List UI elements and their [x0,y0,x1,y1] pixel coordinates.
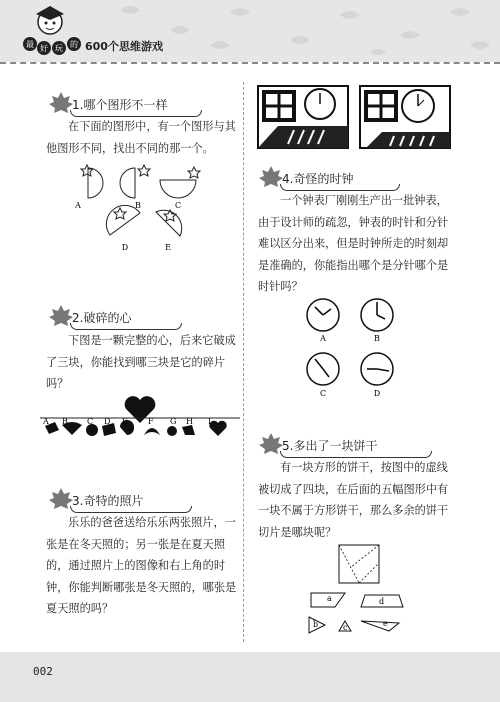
brand-title: 600个思维游戏 [85,40,163,53]
piece-label-b: B [62,417,68,426]
piece-label-d: D [104,417,111,426]
section-4-title: 4.奇怪的时钟 [282,172,354,186]
clock-label-d: D [373,389,381,398]
clock-label-c: C [319,389,327,398]
star-icon [114,208,126,219]
section-5-title: 5.多出了一块饼干 [282,439,378,453]
header-divider [0,62,500,64]
star-icon [81,165,93,176]
section-4-text: 一个钟表厂刚刚生产出一批钟表，由于设计师的疏忽，钟表的时针和分针难以区分出来，但是时钟所走的时刻却是准确的，你能指出哪个是分针哪个是时针吗？ [258,194,449,293]
title-underline [70,323,182,330]
label-e: E [165,243,171,252]
section-5-biscuit [305,545,415,645]
star-icon [138,165,150,176]
header-banner [0,0,500,62]
clock-label-b: B [374,334,380,343]
photo-left [258,86,353,151]
piece-h [182,425,195,435]
section-1-title: 1.哪个图形不一样 [72,98,168,112]
footer-bar [0,652,500,702]
mascot-word-4: 的 [70,40,78,49]
section-3-text: 乐乐的爸爸送给乐乐两张照片，一张是在冬天照的；另一张是在夏天照的，通过照片上的图像和右上角的时钟，你能判断哪张是冬天照的，哪张是夏天照的吗？ [46,516,237,615]
biscuit-label-e: e [383,619,388,628]
section-2-text: 下图是一颗完整的心，后来它破成了三块，你能找到哪三块是它的碎片吗？ [46,334,236,390]
piece-g [167,426,177,436]
piece-label-h: H [186,417,193,426]
label-b: B [135,201,141,210]
biscuit-label-c: c [343,623,348,632]
label-a: A [75,201,81,210]
piece-label-e: E [122,417,128,426]
piece-f [144,428,160,435]
column-divider [243,82,244,642]
mascot-logo [22,4,82,56]
section-1-text: 在下面的图形中，有一个图形与其他图形不同，找出不同的那一个。 [46,120,236,155]
mascot-word-3: 玩 [55,44,63,53]
piece-label-f: F [148,417,154,426]
piece-label-i: I [208,417,212,426]
section-2-title: 2.破碎的心 [72,311,132,325]
biscuit-label-b: b [313,620,319,629]
label-c: C [174,201,182,210]
section-2-heart-pieces [40,393,240,448]
section-3-title: 3.奇特的照片 [72,494,144,508]
mascot-word-1: 最 [26,40,34,49]
shape-b [120,168,135,198]
star-icon [188,167,200,178]
section-4-clocks [305,297,405,407]
photo-right [360,86,455,151]
shape-c [160,180,196,198]
section-5-text: 有一块方形的饼干，按图中的虚线被切成了四块，在后面的五幅图形中有一块不属于方形饼干，那么多余的饼干切片是哪块呢？ [258,461,449,539]
biscuit-label-a: a [327,594,332,603]
piece-i [209,421,226,436]
clock-label-a: A [320,334,326,343]
biscuit-label-d: d [379,597,385,606]
page-number: 002 [33,665,53,678]
label-d: D [121,243,129,252]
mascot-word-2: 好 [40,44,48,53]
section-1-shapes [60,160,230,260]
piece-label-c: C [87,417,94,426]
piece-label-a: A [43,417,49,426]
square-biscuit [339,545,379,583]
piece-label-g: G [170,417,177,426]
shape-e [156,210,182,236]
piece-e-shape [361,621,399,631]
